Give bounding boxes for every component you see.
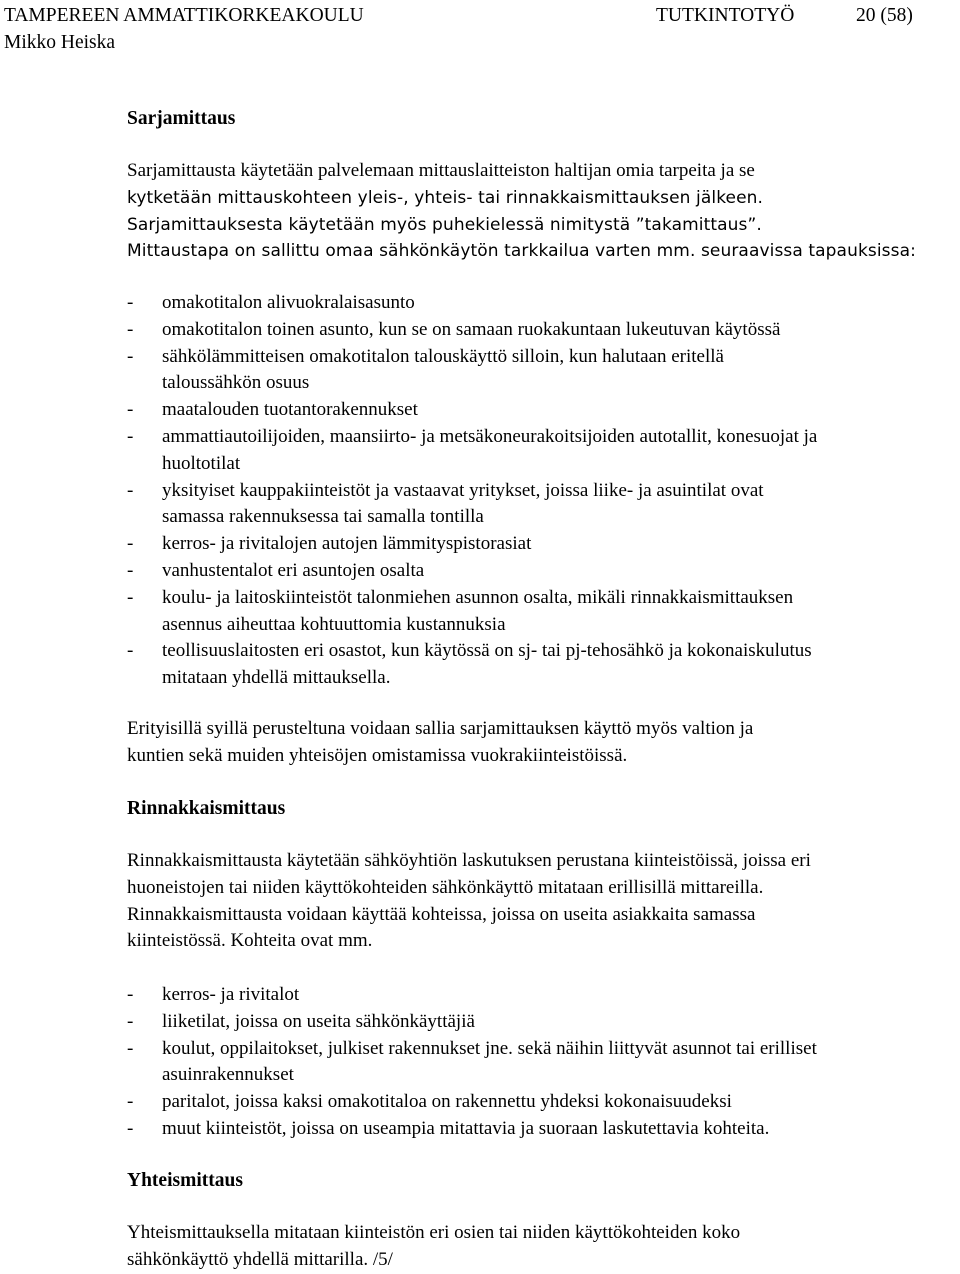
text-line: kytketään mittauskohteen yleis-, yhteis- tai rinnakkaismittauksen jälkeen. [127,187,764,208]
list-item [127,290,960,317]
text-line: Sarjamittauksesta käytetään myös puhekielessä nimitystä ”takamittaus”. [127,214,762,235]
text-line: Yhteismittauksella mitataan kiinteistön eri osien tai niiden käyttökohteiden koko [127,1222,741,1243]
institution-name: TAMPEREEN AMMATTIKORKEAKOULU [4,5,364,26]
list-item-text: yksityiset kauppakiinteistöt ja vastaavat yritykset, joissa liike- ja asuintilat ovat [162,479,764,501]
list-item [127,1116,960,1143]
section-rinnakkaismittaus-heading-block [127,795,960,822]
list-marker: - [127,1117,134,1139]
document-type: TUTKINTOTYÖ [656,5,795,26]
section-heading: Sarjamittaus [127,108,236,129]
text-line: Rinnakkaismittausta voidaan käyttää kohteissa, joissa on useita asiakkaita samassa [127,903,756,925]
list-item-text: kerros- ja rivitalojen autojen lämmityspistorasiat [162,533,532,555]
list-item-text: omakotitalon toinen asunto, kun se on samaan ruokakuntaan lukeutuvan käytössä [162,318,781,340]
list-marker: - [127,399,134,421]
text-line: kiinteistössä. Kohteita ovat mm. [127,930,373,952]
list-item-text-cont: asuinrakennukset [162,1064,294,1086]
list-item-text-cont: taloussähkön osuus [162,372,310,394]
paragraph [127,1220,960,1274]
list-marker: - [127,425,134,447]
paragraph [127,158,960,265]
text-line: sähkönkäyttö yhdellä mittarilla. /5/ [127,1248,393,1270]
list-item [127,1089,960,1116]
rinnakkaismittaus-list-block [127,982,960,1143]
text-line: Mittaustapa on sallittu omaa sähkönkäytön tarkkailua varten mm. seuraavissa tapauksissa: [127,241,916,262]
list-marker: - [127,1091,134,1113]
sarjamittaus-intro-block [127,158,960,265]
list-item-text: liiketilat, joissa on useita sähkönkäyttäjiä [162,1010,475,1032]
sarjamittaus-closing-block [127,716,960,770]
section-heading: Rinnakkaismittaus [127,798,286,819]
list-item [127,478,960,532]
rinnakkaismittaus-intro-block [127,848,960,955]
list-item [127,424,960,478]
list-marker: - [127,984,134,1005]
page-header [0,2,960,58]
list-item [127,1036,960,1090]
list-item [127,531,960,558]
list-item [127,982,960,1009]
list-item-text-cont: huoltotilat [162,452,241,474]
list-marker: - [127,559,134,581]
yhteismittaus-body-block [127,1220,960,1274]
list-item-text: teollisuuslaitosten eri osastot, kun käytössä on sj- tai pj-tehosähkö ja kokonaiskulutus [162,640,812,662]
list-item-text: koulu- ja laitoskiinteistöt talonmiehen asunnon osalta, mikäli rinnakkaismittauksen [162,586,794,608]
list-item-text-cont: samassa rakennuksessa tai samalla tontilla [162,506,484,528]
list-marker: - [127,1010,134,1032]
list-item [127,638,960,692]
text-line: Sarjamittausta käytetään palvelemaan mittauslaitteiston haltijan omia tarpeita ja se [127,160,755,181]
paragraph [127,716,960,770]
bullet-list [127,982,960,1143]
list-item-text: paritalot, joissa kaksi omakotitaloa on rakennettu yhdeksi kokonaisuudeksi [162,1091,732,1113]
text-line: Rinnakkaismittausta käytetään sähköyhtiön laskutuksen perustana kiinteistöissä, joissa eri [127,850,811,871]
list-item-text: ammattiautoilijoiden, maansiirto- ja metsäkoneurakoitsijoiden autotallit, konesuojat ja [162,425,818,447]
text-line: Erityisillä syillä perusteltuna voidaan sallia sarjamittauksen käyttö myös valtion ja [127,718,754,739]
list-item [127,344,960,398]
list-marker: - [127,318,134,340]
list-item [127,1009,960,1036]
section-sarjamittaus-heading-block [127,105,960,132]
list-item [127,585,960,639]
list-item-text: maatalouden tuotantorakennukset [162,399,418,421]
list-item-text: muut kiinteistöt, joissa on useampia mitattavia ja suoraan laskutettavia kohteita. [162,1117,770,1139]
section-yhteismittaus-heading-block [127,1167,960,1194]
list-item-text-cont: asennus aiheuttaa kohtuuttomia kustannuksia [162,613,506,635]
list-item [127,397,960,424]
list-item-text: vanhustentalot eri asuntojen osalta [162,559,425,581]
list-marker: - [127,586,134,608]
sarjamittaus-list-block [127,290,960,692]
text-line: huoneistojen tai niiden käyttökohteiden sähkönkäyttö mitataan erillisillä mittareilla. [127,876,764,898]
list-marker: - [127,292,134,313]
list-marker: - [127,1037,134,1059]
bullet-list [127,290,960,692]
list-marker: - [127,533,134,555]
text-line: kuntien sekä muiden yhteisöjen omistamissa vuokrakiinteistöissä. [127,744,628,766]
list-item-text: omakotitalon alivuokralaisasunto [162,292,415,313]
list-item-text-cont: mitataan yhdellä mittauksella. [162,667,391,689]
paragraph [127,848,960,955]
list-item [127,317,960,344]
list-item-text: kerros- ja rivitalot [162,984,300,1005]
list-marker: - [127,479,134,501]
list-item-text: koulut, oppilaitokset, julkiset rakennukset jne. sekä näihin liittyvät asunnot tai erilliset [162,1037,817,1059]
author-name: Mikko Heiska [4,32,116,53]
list-marker: - [127,345,134,367]
section-heading: Yhteismittaus [127,1170,243,1191]
list-item [127,558,960,585]
list-item-text: sähkölämmitteisen omakotitalon talouskäyttö silloin, kun halutaan eritellä [162,345,724,367]
list-marker: - [127,640,134,662]
page-number: 20 (58) [856,5,913,26]
